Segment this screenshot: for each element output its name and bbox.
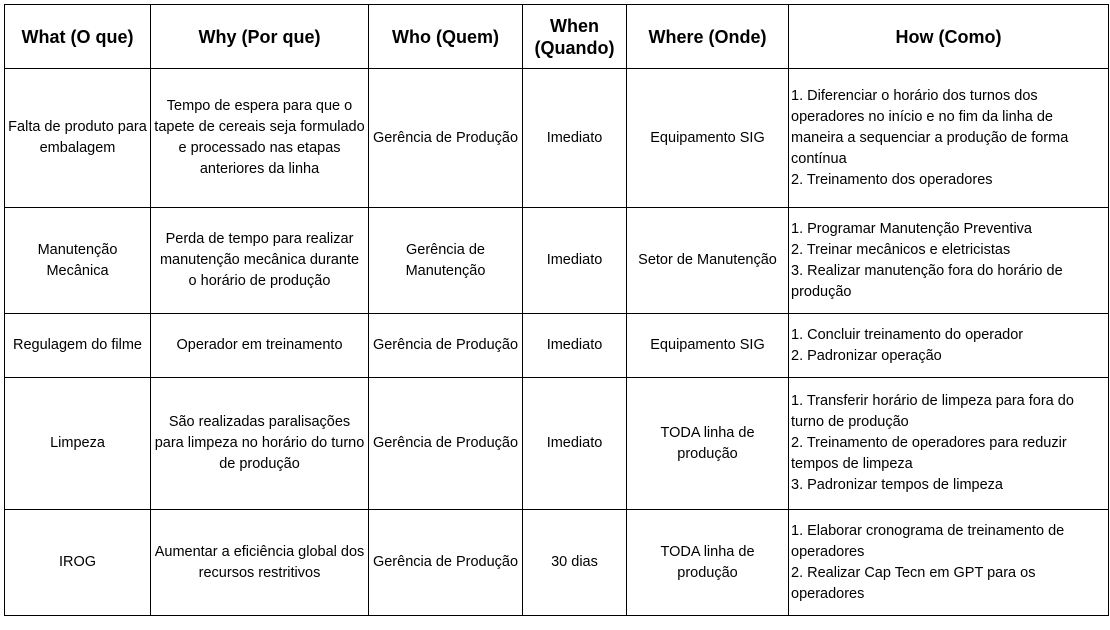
how-step: 1. Elaborar cronograma de treinamento de operadores — [791, 522, 1065, 560]
cell-how — [789, 314, 1109, 378]
cell-who: Gerência de Produção — [369, 510, 523, 616]
cell-what: Manutenção Mecânica — [5, 208, 151, 314]
cell-who: Gerência de Manutenção — [369, 208, 523, 314]
cell-when: Imediato — [523, 208, 627, 314]
header-when: When (Quando) — [523, 5, 627, 69]
cell-who: Gerência de Produção — [369, 378, 523, 510]
table-row — [5, 378, 1109, 510]
cell-where: Equipamento SIG — [627, 314, 789, 378]
cell-how — [789, 208, 1109, 314]
header-what: What (O que) — [5, 5, 151, 69]
table-row — [5, 208, 1109, 314]
cell-what: Limpeza — [5, 378, 151, 510]
cell-why: Tempo de espera para que o tapete de cereais seja formulado e processado nas etapas anteriores da linha — [151, 69, 369, 208]
how-step: 1. Programar Manutenção Preventiva — [791, 220, 1032, 237]
cell-who: Gerência de Produção — [369, 314, 523, 378]
cell-how — [789, 378, 1109, 510]
how-step: 2. Padronizar operação — [791, 347, 942, 364]
cell-what: Regulagem do filme — [5, 314, 151, 378]
table-row — [5, 69, 1109, 208]
cell-where: TODA linha de produção — [627, 378, 789, 510]
how-step: 1. Diferenciar o horário dos turnos dos operadores no início e no fim da linha de maneira a sequenciar a produção de forma contínua — [791, 87, 1069, 167]
cell-when: 30 dias — [523, 510, 627, 616]
how-step: 1. Concluir treinamento do operador — [791, 326, 1024, 343]
header-row — [5, 5, 1109, 69]
cell-who: Gerência de Produção — [369, 69, 523, 208]
cell-what: IROG — [5, 510, 151, 616]
cell-how — [789, 510, 1109, 616]
cell-why: Perda de tempo para realizar manutenção mecânica durante o horário de produção — [151, 208, 369, 314]
cell-where: Setor de Manutenção — [627, 208, 789, 314]
table-row — [5, 510, 1109, 616]
cell-how — [789, 69, 1109, 208]
cell-what: Falta de produto para embalagem — [5, 69, 151, 208]
how-step: 3. Padronizar tempos de limpeza — [791, 477, 1003, 493]
header-why: Why (Por que) — [151, 5, 369, 69]
cell-why: Aumentar a eficiência global dos recursos restritivos — [151, 510, 369, 616]
how-step: 2. Realizar Cap Tecn em GPT para os operadores — [791, 564, 1036, 602]
cell-when: Imediato — [523, 69, 627, 208]
how-step: 2. Treinar mecânicos e eletricistas — [791, 241, 1011, 258]
action-plan-5w1h-table — [4, 4, 1109, 616]
header-how: How (Como) — [789, 5, 1109, 69]
header-where: Where (Onde) — [627, 5, 789, 69]
cell-why: São realizadas paralisações para limpeza no horário do turno de produção — [151, 378, 369, 510]
table-row — [5, 314, 1109, 378]
cell-why: Operador em treinamento — [151, 314, 369, 378]
cell-where: TODA linha de produção — [627, 510, 789, 616]
header-who: Who (Quem) — [369, 5, 523, 69]
how-step: 2. Treinamento de operadores para reduzir tempos de limpeza — [791, 435, 1067, 472]
how-step: 1. Transferir horário de limpeza para fora do turno de produção — [791, 393, 1074, 430]
cell-when: Imediato — [523, 378, 627, 510]
cell-where: Equipamento SIG — [627, 69, 789, 208]
how-step: 3. Realizar manutenção fora do horário de produção — [791, 262, 1063, 300]
cell-when: Imediato — [523, 314, 627, 378]
how-step: 2. Treinamento dos operadores — [791, 171, 993, 188]
